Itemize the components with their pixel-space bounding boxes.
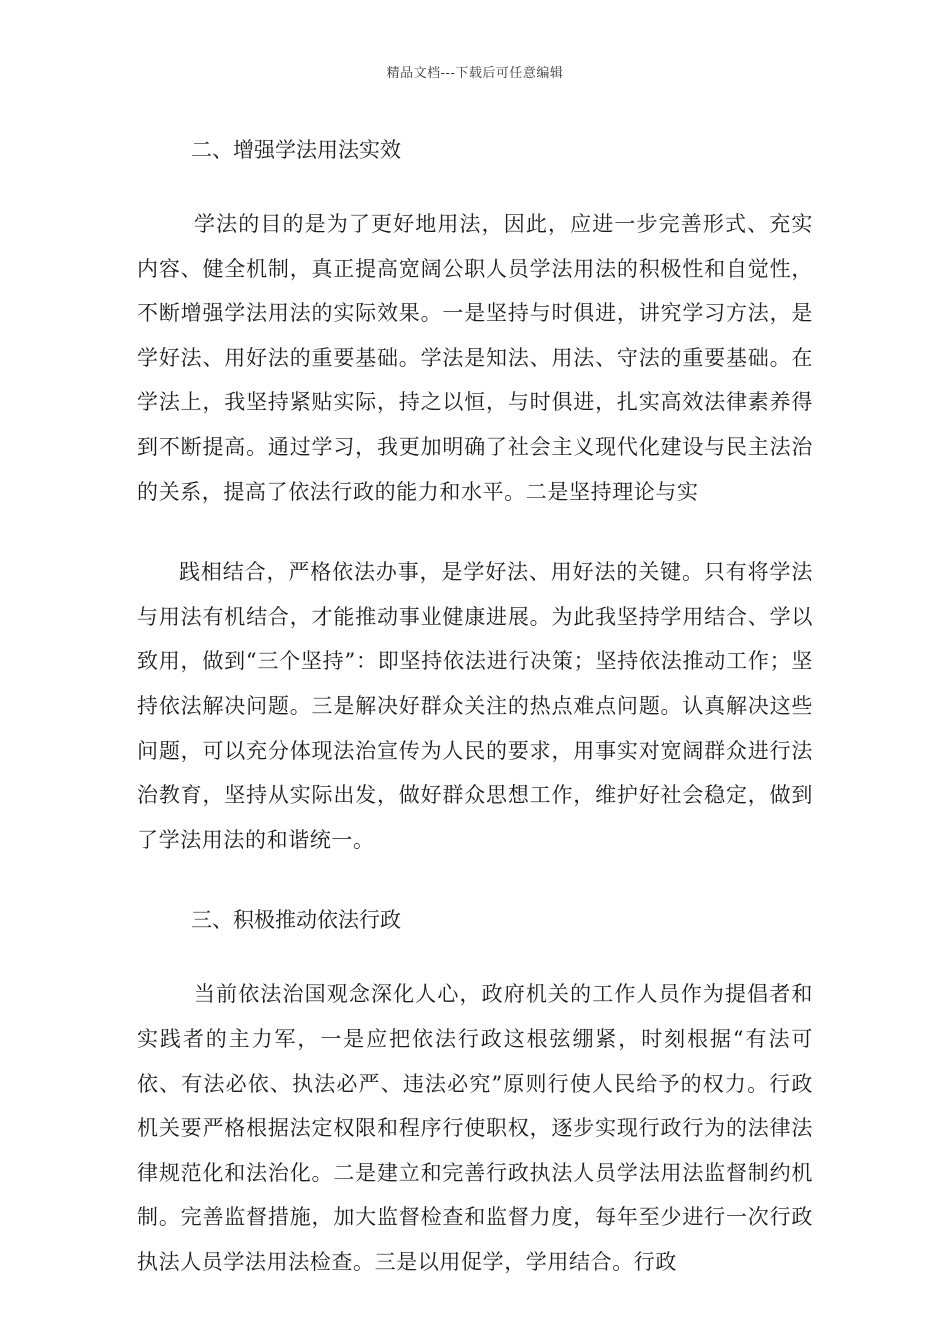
section-heading: 二、增强学法用法实效 xyxy=(191,138,401,162)
body-paragraph: 践相结合，严格依法办事，是学好法、用好法的关键。只有将学法与用法有机结合，才能推动事业健康进展。为此我坚持学用结合、学以致用，做到“三个坚持”：即坚持依法进行决策；坚持依法推动工作；坚持依法解决问题。三是解决好群众关注的热点难点问题。认真解决这些问题，可以充分体现法治宣传为人民的要求，用事实对宽阔群众进行法治教育，坚持从实际出发，做好群众思想工作，维护好社会稳定，做到了学法用法的和谐统一。 xyxy=(137,560,813,852)
body-paragraph: 学法的目的是为了更好地用法，因此，应进一步完善形式、充实内容、健全机制，真正提高宽阔公职人员学法用法的积极性和自觉性，不断增强学法用法的实际效果。一是坚持与时俱进，讲究学习方法，是学好法、用好法的重要基础。学法是知法、用法、守法的重要基础。在学法上，我坚持紧贴实际，持之以恒，与时俱进，扎实高效法律素养得到不断提高。通过学习，我更加明确了社会主义现代化建设与民主法治的关系，提高了依法行政的能力和水平。二是坚持理论与实 xyxy=(137,212,813,504)
page-header: 精品文档---下载后可任意编辑 xyxy=(386,66,564,81)
document-body xyxy=(137,128,813,1284)
body-paragraph: 当前依法治国观念深化人心，政府机关的工作人员作为提倡者和实践者的主力军，一是应把依法行政这根弦绷紧，时刻根据“有法可依、有法必依、执法必严、违法必究”原则行使人民给予的权力。行政机关要严格根据法定权限和程序行使职权，逐步实现行政行为的法律法律规范化和法治化。二是建立和完善行政执法人员学法用法监督制约机制。完善监督措施，加大监督检查和监督力度，每年至少进行一次行政执法人员学法用法检查。三是以用促学，学用结合。行政 xyxy=(137,982,813,1274)
section-heading: 三、积极推动依法行政 xyxy=(191,908,401,933)
